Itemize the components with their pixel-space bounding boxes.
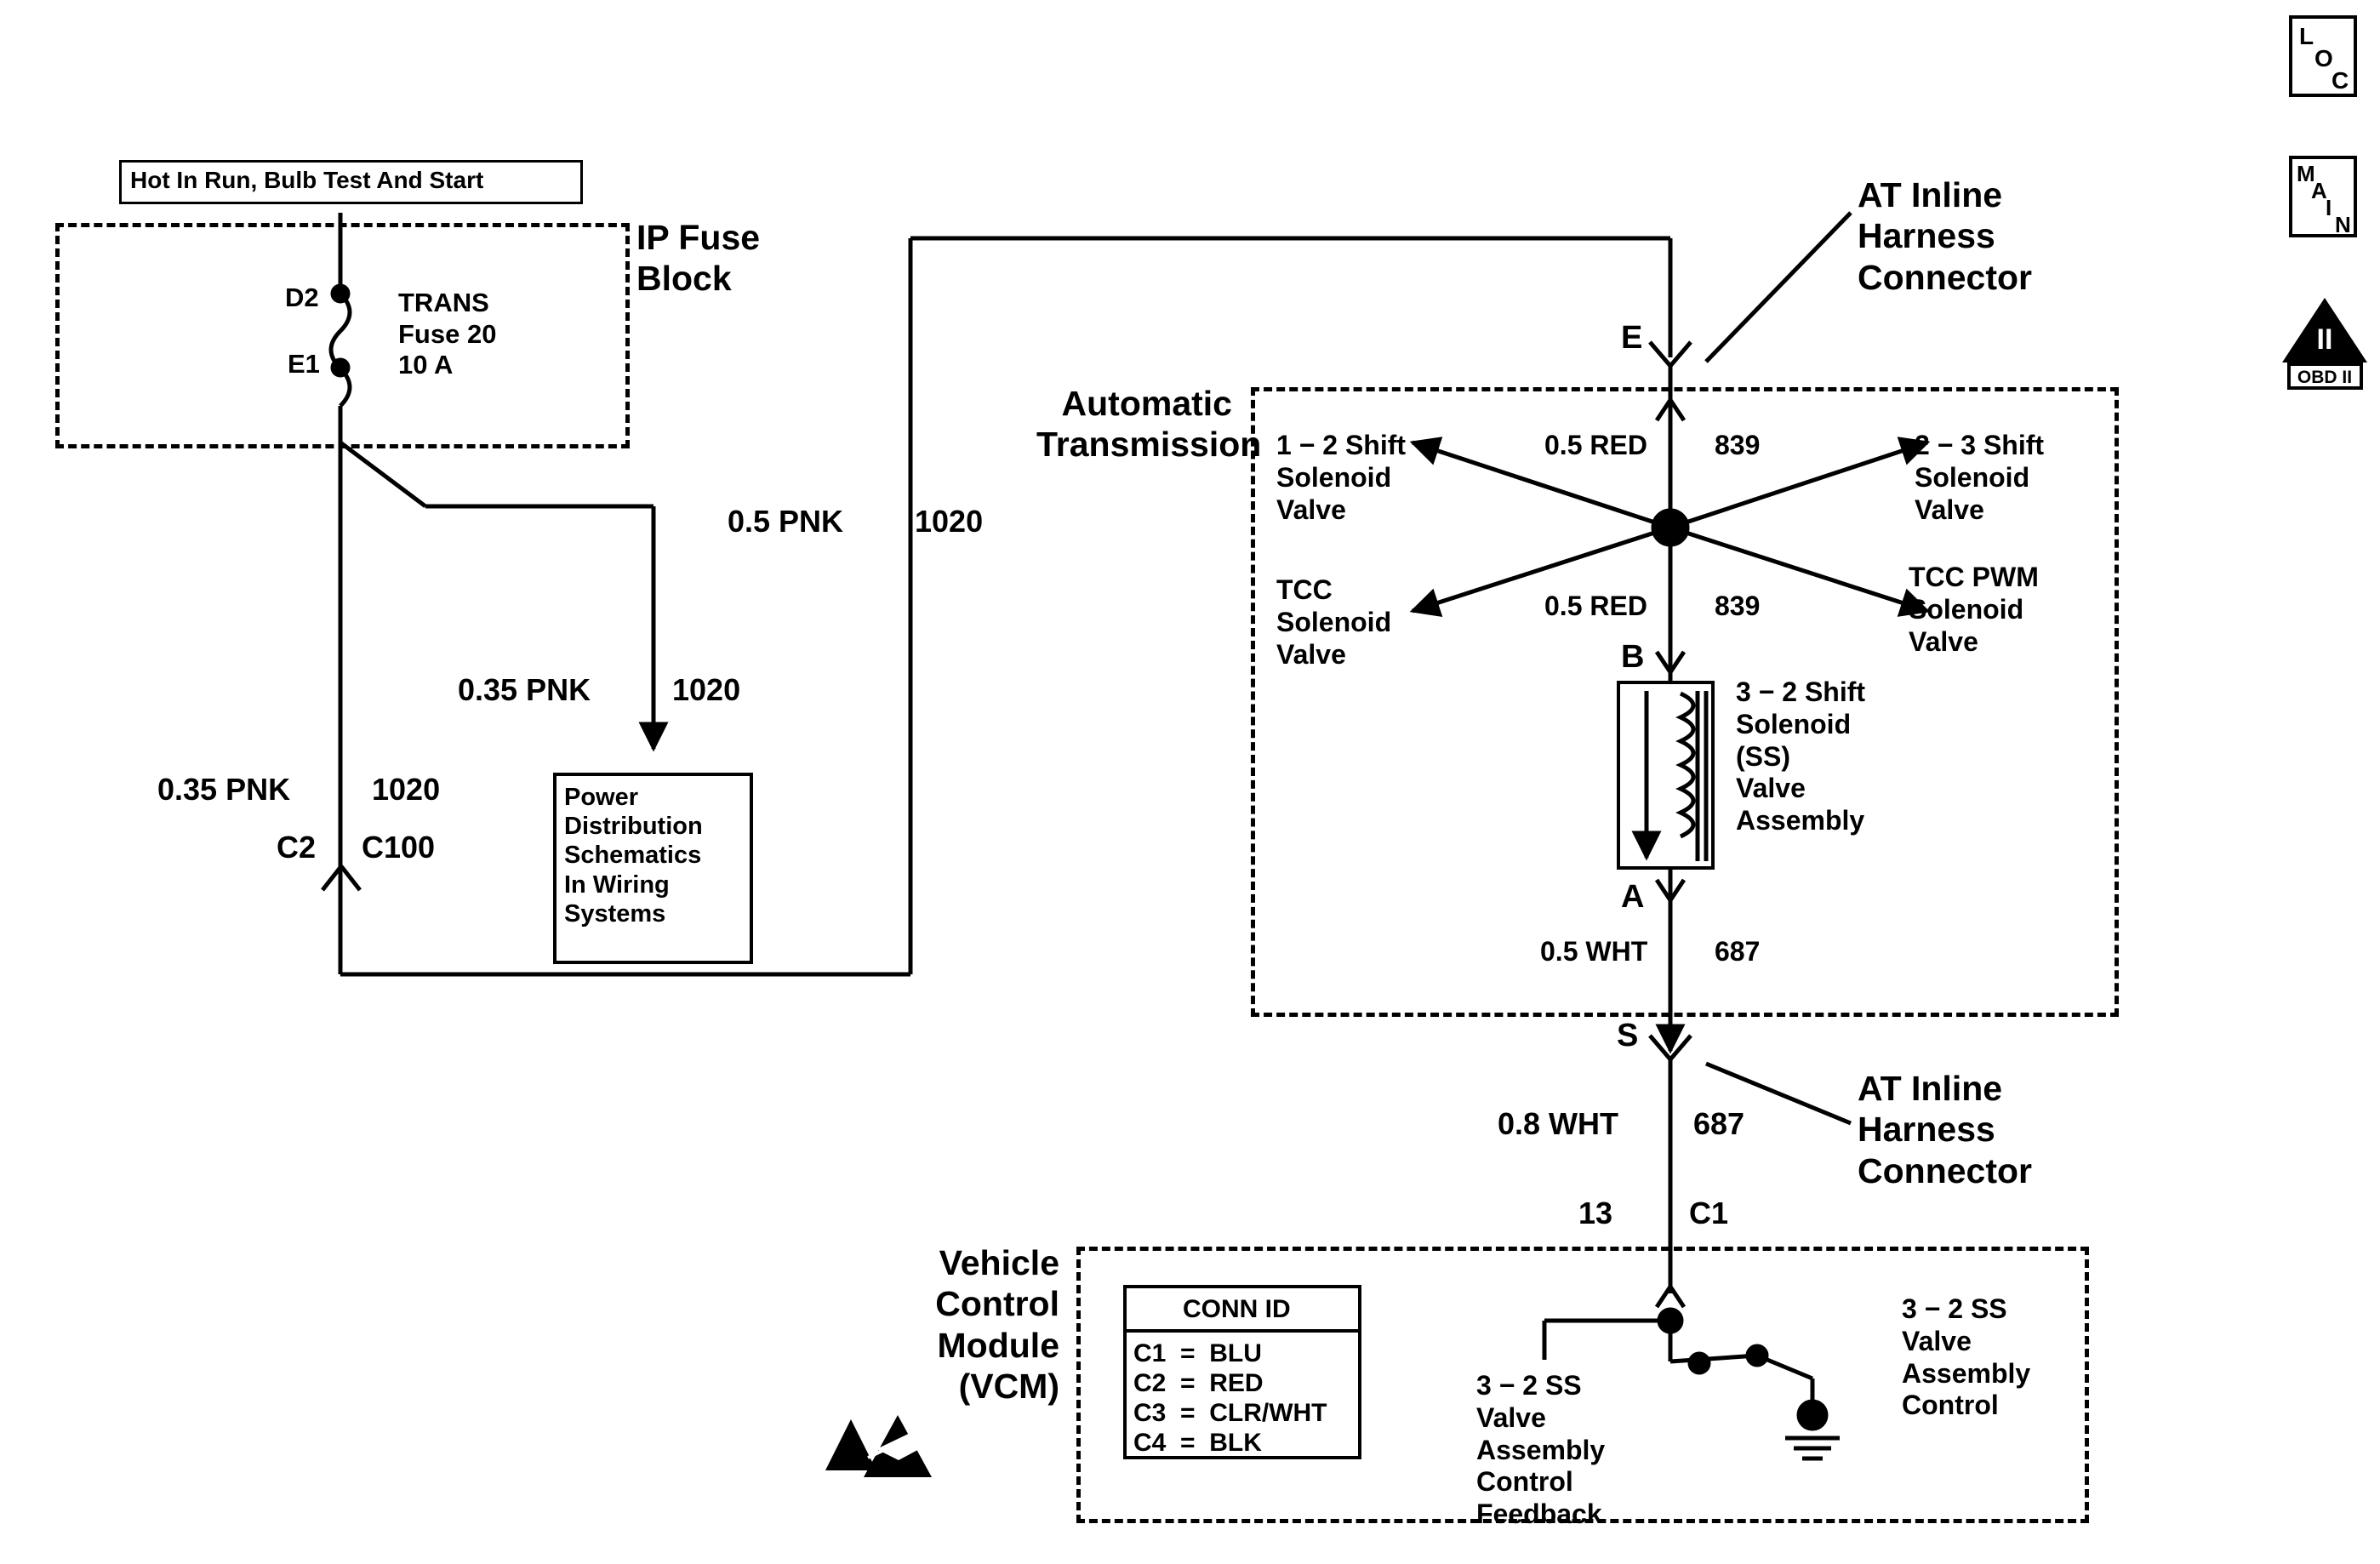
- pin-a-label: A: [1621, 879, 1645, 915]
- wire-label-wht-687-top: 0.5 WHT: [1540, 936, 1648, 967]
- loc-letter-l: L: [2299, 23, 2314, 49]
- shift-1-2-solenoid-label: 1 − 2 Shift Solenoid Valve: [1276, 430, 1407, 525]
- conn-id-title: CONN ID: [1183, 1295, 1291, 1323]
- svg-text:OBD II: OBD II: [2297, 368, 2353, 387]
- main-letter-i: I: [2326, 195, 2332, 220]
- loc-letter-o: O: [2314, 45, 2333, 71]
- wire-label-035-pnk-left: 0.35 PNK: [157, 772, 291, 807]
- pin-b-label: B: [1621, 639, 1645, 675]
- main-letter-m: M: [2297, 161, 2315, 186]
- wire-label-05-pnk: 0.5 PNK: [728, 504, 844, 539]
- ss-control-label: 3 − 2 SS Valve Assembly Control: [1902, 1293, 2031, 1421]
- main-letter-n: N: [2335, 212, 2351, 237]
- ss-feedback-label: 3 − 2 SS Valve Assembly Control Feedback: [1476, 1370, 1606, 1529]
- wire-label-red-839-top: 0.5 RED: [1544, 430, 1647, 460]
- loc-reference-icon: [2289, 15, 2357, 97]
- at-inline-harness-bottom-label: AT Inline Harness Connector: [1858, 1069, 2032, 1190]
- solenoid-coil-box: [1617, 681, 1715, 870]
- conn-id-row-c2: C2 = RED: [1133, 1369, 1264, 1397]
- main-reference-icon: [2289, 156, 2357, 237]
- svg-text:II: II: [2316, 323, 2333, 356]
- loc-letter-c: C: [2331, 67, 2349, 94]
- hot-in-run-label-box: [119, 160, 583, 204]
- connector-c100-label: C100: [362, 830, 436, 865]
- pin-c1-label: C1: [1689, 1196, 1729, 1230]
- vcm-label: Vehicle Control Module (VCM): [935, 1243, 1059, 1407]
- pin-e-label: E: [1621, 320, 1643, 356]
- at-inline-harness-top-label: AT Inline Harness Connector: [1858, 175, 2032, 297]
- conn-id-divider: [1123, 1329, 1361, 1333]
- wire-num-839-top: 839: [1715, 430, 1761, 460]
- pin-s-label: S: [1617, 1018, 1639, 1053]
- wire-num-1020-mid: 1020: [672, 672, 741, 707]
- pin-13-label: 13: [1578, 1196, 1613, 1230]
- wire-label-035-pnk-mid: 0.35 PNK: [458, 672, 591, 707]
- esd-warning-icon: [817, 1368, 945, 1479]
- ip-fuse-block-boundary: [55, 223, 630, 448]
- ip-fuse-block-label: IP Fuse Block: [636, 218, 761, 299]
- wire-label-wht-687-bottom: 0.8 WHT: [1498, 1106, 1619, 1141]
- tcc-solenoid-label: TCC Solenoid Valve: [1276, 574, 1392, 670]
- wire-label-red-839-bottom: 0.5 RED: [1544, 591, 1647, 621]
- wire-num-687-top: 687: [1715, 936, 1761, 967]
- shift-2-3-solenoid-label: 2 − 3 Shift Solenoid Valve: [1915, 430, 2045, 525]
- tcc-pwm-solenoid-label: TCC PWM Solenoid Valve: [1909, 562, 2039, 657]
- connector-c2-c100-label: C2: [277, 830, 317, 865]
- obd-ii-reference-icon: [2280, 296, 2370, 390]
- wire-num-839-bottom: 839: [1715, 591, 1761, 621]
- fuse-pin-e1-label: E1: [288, 349, 320, 379]
- fuse-name-label: TRANS Fuse 20 10 A: [398, 288, 497, 380]
- main-letter-a: A: [2311, 178, 2327, 203]
- conn-id-row-c1: C1 = BLU: [1133, 1339, 1262, 1367]
- wire-num-1020-right: 1020: [915, 504, 984, 539]
- conn-id-row-c4: C4 = BLK: [1133, 1429, 1262, 1457]
- shift-3-2-assembly-label: 3 − 2 Shift Solenoid (SS) Valve Assembly: [1736, 676, 1866, 836]
- power-distribution-label: Power Distribution Schematics In Wiring Systems: [564, 784, 703, 928]
- automatic-transmission-label: Automatic Transmission: [1036, 384, 1262, 465]
- wire-num-687-bottom: 687: [1693, 1106, 1745, 1141]
- hot-in-run-label: Hot In Run, Bulb Test And Start: [130, 167, 484, 193]
- wire-num-1020-left: 1020: [372, 772, 441, 807]
- fuse-pin-d2-label: D2: [285, 283, 319, 312]
- conn-id-row-c3: C3 = CLR/WHT: [1133, 1399, 1327, 1427]
